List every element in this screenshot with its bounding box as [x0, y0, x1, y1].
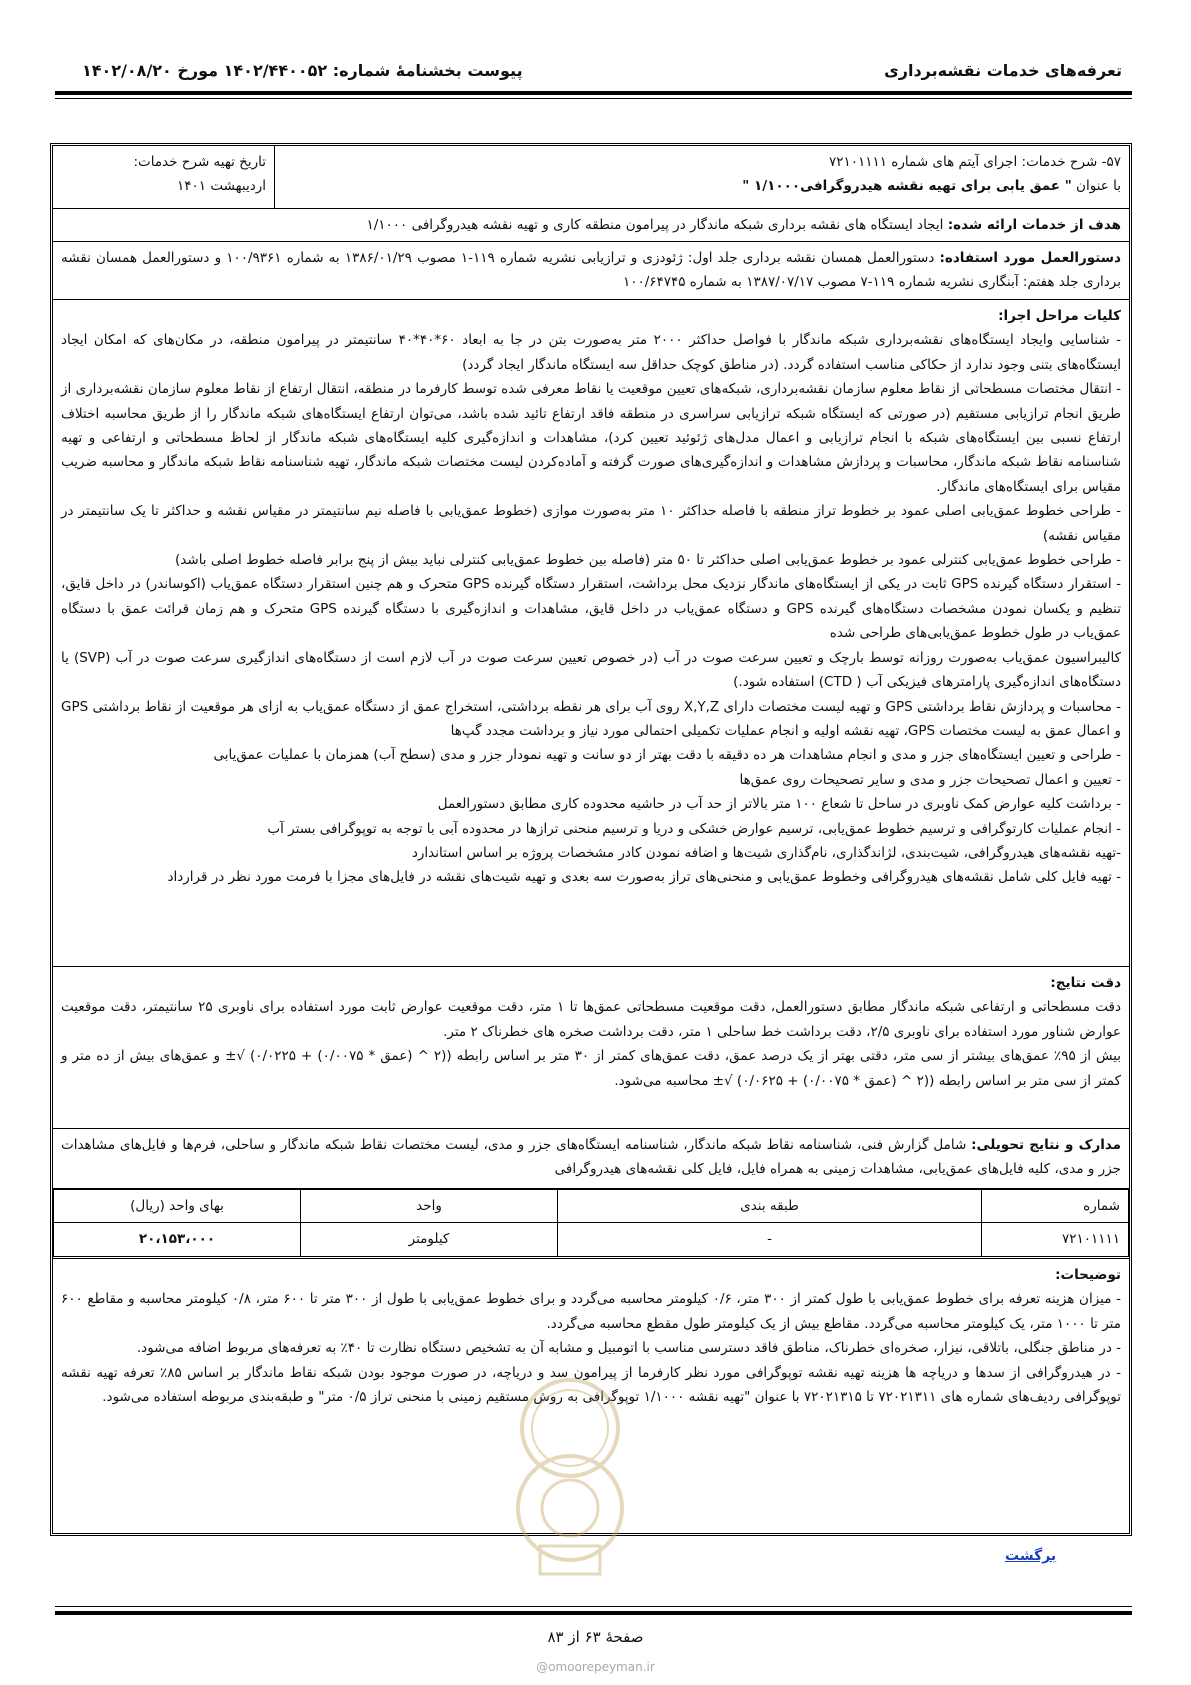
page-header [82, 56, 1122, 84]
instruction-text: دستورالعمل همسان نقشه برداری جلد اول: ژئودزی و ترازیابی نشریه شماره ۱۱۹-۱ مصوب ۱۳۸۶/۰۱/۲۹ به شماره ۱۰۰/۹۳۶۱ و دستورالعمل همسان نقشه برداری جلد هفتم: آبنگاری نشریه شماره ۱۱۹-۷ مصوب ۱۳۸۷/۰۷/۱۷ به شماره ۱۰۰/۶۴۷۴۵ [61, 250, 1121, 291]
accuracy-formula: بیش از ۹۵٪ عمق‌های بیشتر از سی متر، دقتی بهتر از یک درصد عمق، دقت عمق‌های کمتر از ۳۰ متر بر اساس رابطه ((۲ ^ (عمق * ۰/۰۰۷۵) + ۰/۰۲۲۵) √± و عمق‌های بیش از ده متر و کمتر از سی متر بر اساس رابطه ((۲ ^ (عمق * ۰/۰۰۷۵) + ۰/۰۶۲۵) √± محاسبه می‌شود. [61, 1048, 1122, 1089]
date-label: تاریخ تهیه شرح خدمات: [133, 154, 266, 170]
table-row [54, 1223, 1129, 1256]
item-line1: ۵۷- شرح خدمات: اجرای آیتم های شماره ۷۲۱۰۱۱۱۱ [829, 154, 1121, 170]
item-description [274, 146, 1129, 208]
service-sheet [50, 143, 1132, 1536]
goal-row [53, 209, 1129, 242]
instruction-row [53, 242, 1129, 300]
instruction-label: دستورالعمل مورد استفاده: [939, 250, 1121, 266]
accuracy-section [53, 967, 1129, 1129]
steps-section [53, 300, 1129, 967]
deliverables-text: شامل گزارش فنی، شناسنامه نقاط شبکه ماندگار، شناسنامه ایستگاه‌های جزر و مدی، لیست مختصات نقاط شبکه ماندگار و ساحلی، فرم‌ها و فایل‌های مشاهدات جزر و مدی، کلیه فایل‌های عمق‌یابی، مشاهدات زمینی به همراه فایل، فایل کلی نقشه‌های هیدروگرافی [61, 1137, 1121, 1178]
site-watermark: @omoorepeyman.ir [536, 1660, 655, 1674]
step-item: - طراحی خطوط عمق‌یابی اصلی عمود بر خطوط تراز منطقه با فاصله حداکثر ۱۰ متر به‌صورت موازی (خطوط عمق‌یابی با فاصله نیم سانتیمتر در مقیاس نقشه و حداکثر تا یک سانتیمتر در مقیاس نقشه) [61, 503, 1121, 544]
step-item: - محاسبات و پردازش نقاط برداشتی GPS و تهیه لیست مختصات دارای X,Y,Z روی آب برای هر نقطه برداشتی، استخراج عمق از دستگاه عمق‌یاب به ازای هر موقعیت از نقاط برداشتی GPS و اعمال عمق به لیست مختصات GPS، تهیه نقشه اولیه و انجام عملیات تکمیلی احتمالی مورد نیاز و برداشت مجدد گپ‌ها [61, 698, 1122, 739]
header-rule-thin [55, 98, 1132, 99]
step-item: - طراحی خطوط عمق‌یابی کنترلی عمود بر خطوط عمق‌یابی اصلی حداکثر تا ۵۰ متر (فاصله بین خطوط عمق‌یابی کنترلی نباید بیش از پنج برابر فاصله خطوط اصلی باشد) [175, 552, 1121, 569]
header-title: تعرفه‌های خدمات نقشه‌برداری [884, 60, 1122, 80]
notes-section [53, 1259, 1129, 1413]
deliverables-label: مدارک و نتایج تحویلی: [971, 1137, 1122, 1153]
footer-rule-thin [55, 1606, 1132, 1607]
step-item: - برداشت کلیه عوارض کمک ناوبری در ساحل تا شعاع ۱۰۰ متر بالاتر از حد آب در حاشیه محدوده کاری مطابق دستورالعمل [437, 796, 1121, 813]
back-link[interactable]: برگشت [1005, 1548, 1057, 1564]
step-item: - استقرار دستگاه گیرنده GPS ثابت در یکی از ایستگاه‌های ماندگار نزدیک محل برداشت، استقرار دستگاه گیرنده GPS متحرک و هم چنین استقرار دستگاه عمق‌یاب (اکوساندر) در داخل قایق، تنظیم و یکسان نمودن مشخصات دستگاه‌های گیرنده GPS و دستگاه عمق‌یاب در داخل قایق، مشاهدات و اندازه‌گیری با دستگاه گیرنده GPS متحرک و هم زمان قرائت عمق با دستگاه عمق‌یاب در طول خطوط عمق‌یابی‌های طراحی شده [61, 576, 1121, 642]
item-date [53, 146, 274, 208]
column-header: طبقه بندی [558, 1190, 982, 1223]
accuracy-label: دقت نتایج: [1050, 975, 1121, 991]
item-heading-row [53, 146, 1129, 209]
header-rule [55, 91, 1132, 95]
item-number: ۷۲۱۰۱۱۱۱ [982, 1223, 1129, 1256]
classification: - [558, 1223, 982, 1256]
step-item: - انجام عملیات کارتوگرافی و ترسیم خطوط عمق‌یابی، ترسیم عوارض خشکی و دریا و ترسیم منحنی ترازها در محدوده آبی با توجه به توپوگرافی بستر آب [267, 820, 1121, 837]
goal-label: هدف از خدمات ارائه شده: [947, 217, 1121, 233]
note-item: - در هیدروگرافی از سدها و دریاچه ها هزینه تهیه نقشه توپوگرافی مورد نظر کارفرما از پیرامون سد و دریاچه، در صورت موجود بودن شبکه نقاط ماندگار بر اساس ۸۵٪ تعرفه تهیه نقشه توپوگرافی ردیف‌های شماره های ۷۲۰۲۱۳۱۱ تا ۷۲۰۲۱۳۱۵ با عنوان "تهیه نقشه ۱/۱۰۰۰ توپوگرافی به روش مستقیم زمینی با منحنی تراز ۰/۵ متر" و طبقه‌بندی مربوطه استفاده می‌شود. [61, 1364, 1121, 1406]
accuracy-text: دقت مسطحاتی و ارتفاعی شبکه ماندگار مطابق دستورالعمل، دقت موقعیت مسطحاتی عمق‌ها تا ۱ متر، دقت موقعیت عوارض ثابت مورد استفاده برای ناوبری ۲۵ سانتیمتر، دقت موقعیت عوارض شناور مورد استفاده برای ناوبری ۲/۵، دقت برداشت خط ساحلی ۱ متر، دقت برداشت صخره های خطرناک ۲ متر. [61, 999, 1121, 1040]
deliverables-section [53, 1129, 1129, 1189]
header-reference: پیوست بخشنامۀ شماره: ۱۴۰۲/۴۴۰۰۵۲ مورخ ۱۴۰۲/۰۸/۲۰ [82, 60, 523, 80]
note-item: - در مناطق جنگلی، باتلاقی، نیزار، صخره‌ای خطرناک، مناطق فاقد دسترسی مناسب با اتومبیل و مشابه آن به تشخیص دستگاه نظارت تا ۴۰٪ به تعرفه‌های مربوط اضافه می‌شود. [136, 1340, 1121, 1357]
column-header: شماره [982, 1190, 1129, 1223]
column-header: واحد [301, 1190, 558, 1223]
price-section [53, 1189, 1129, 1259]
step-item: -تهیه نقشه‌های هیدروگرافی، شیت‌بندی، لژاندگذاری، نام‌گذاری شیت‌ها و اضافه نمودن کادر مشخصات پروژه بر اساس استاندارد [411, 844, 1121, 861]
unit-price: ۲۰،۱۵۳،۰۰۰ [54, 1223, 301, 1256]
item-line2: با عنوان " عمق یابی برای تهیه نقشه هیدروگرافی۱/۱۰۰۰ " [742, 178, 1121, 195]
step-item: - انتقال مختصات مسطحاتی از نقاط معلوم سازمان نقشه‌برداری، شبکه‌های تعیین موقعیت یا نقاط معرفی شده توسط کارفرما در منطقه، انتقال ارتفاع از نقاط معلوم سازمان نقشه‌برداری از طریق انجام ترازیابی مستقیم (در صورتی که ایستگاه شبکه ترازیابی سراسری در منطقه فاقد ارتفاع تائید شده باشد، می‌توان ارتفاع ایستگاه‌های شبکه ماندگار را از طریق محاسبه اختلاف ارتفاع نسبی بین ایستگاه‌های شبکه با انجام ترازیابی و اعمال مدل‌های ژئوئید تعیین کرد)، مشاهدات و اندازه‌گیری کلیه ایستگاه‌های شبکه ماندگار از لحاظ مسطحاتی و ارتفاعی و تهیه شناسنامه نقاط شبکه ماندگار، محاسبات و پردازش مشاهدات و اندازه‌گیری‌های صورت گرفته و آماده‌کردن لیست مختصات شبکه ماندگار، تهیه شناسنامه نقاط شبکه ماندگار و محاسبه ضریب مقیاس برای ایستگاه‌های ماندگار. [61, 381, 1121, 495]
goal-text: ایجاد ایستگاه های نقشه برداری شبکه ماندگار در پیرامون منطقه کاری و تهیه نقشه هیدروگرافی ۱/۱۰۰۰ [366, 217, 948, 233]
step-item: - طراحی و تعیین ایستگاه‌های جزر و مدی و انجام مشاهدات هر ده دقیقه با دقت بهتر از دو سانت و تهیه نمودار جزر و مدی (سطح آب) همزمان با عملیات عمق‌یابی [213, 747, 1121, 764]
step-item: - تهیه فایل کلی شامل نقشه‌های هیدروگرافی وخطوط عمق‌یابی و منحنی‌های تراز به‌صورت سه بعدی و تهیه شیت‌های نقشه در فایل‌های مجزا با فرمت مورد نظر در قرارداد [167, 869, 1121, 886]
item-title: " عمق یابی برای تهیه نقشه هیدروگرافی۱/۱۰۰۰ " [742, 178, 1072, 195]
column-header: بهای واحد (ریال) [54, 1190, 301, 1223]
table-header-row [54, 1190, 1129, 1223]
page-number: صفحۀ ۶۳ از ۸۳ [547, 1628, 644, 1646]
price-table [53, 1189, 1129, 1257]
unit: کیلومتر [301, 1223, 558, 1256]
step-item: - تعیین و اعمال تصحیحات جزر و مدی و سایر تصحیحات روی عمق‌ها [739, 771, 1121, 788]
step-item: - شناسایی وایجاد ایستگاه‌های نقشه‌برداری شبکه ماندگار با فواصل حداکثر ۲۰۰۰ متر به‌صورت بتن در جا به ابعاد ۶۰*۴۰*۴۰ سانتیمتر در پیرامون منطقه، در مکان‌های که امکان ایجاد ایستگاه‌های بتنی وجود ندارد از حکاکی مناسب استفاده گردد. (در مناطق کوچک حداقل سه ایستگاه ماندگار ایجاد گردد) [61, 332, 1122, 373]
footer-rule [55, 1611, 1132, 1615]
date-value: اردیبهشت ۱۴۰۱ [177, 178, 266, 195]
note-item: - میزان هزینه تعرفه برای خطوط عمق‌یابی با طول کمتر از ۳۰۰ متر، ۰/۶ کیلومتر محاسبه می‌گردد و برای خطوط عمق‌یابی با طول از ۳۰۰ متر تا ۶۰۰ متر، ۰/۸ کیلومتر محاسبه و مقاطع ۶۰۰ متر تا ۱۰۰۰ متر، یک کیلومتر محاسبه می‌گردد. مقاطع بیش از یک کیلومتر طول مقطع محاسبه می‌گردد. [61, 1291, 1121, 1332]
steps-label: کلیات مراحل اجرا: [998, 308, 1121, 324]
step-item: کالیبراسیون عمق‌یاب به‌صورت روزانه توسط بارچک و تعیین سرعت صوت در آب (در خصوص تعیین سرعت صوت در آب لازم است از دستگاه‌های اندازگیری سرعت صوت در آب (SVP) یا دستگاه‌های اندازه‌گیری پارامترهای فیزیکی آب ( CTD) استفاده شود.) [61, 649, 1121, 691]
notes-label: توضیحات: [1055, 1267, 1121, 1283]
